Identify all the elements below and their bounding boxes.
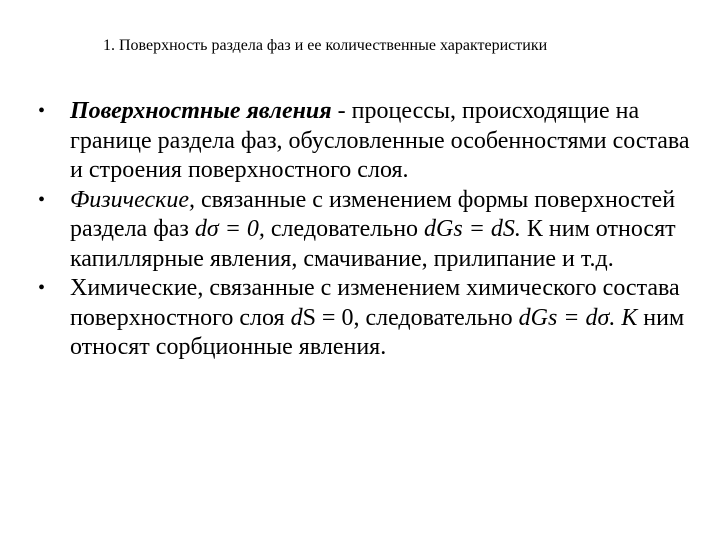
formula-d: d xyxy=(290,304,303,331)
term-surface-phenomena: Поверхностные явления xyxy=(70,98,332,124)
bullet-marker: • xyxy=(38,277,46,299)
bullet-marker: • xyxy=(38,100,46,122)
formula-s-zero: S = 0, xyxy=(302,304,360,331)
bullet-chemical xyxy=(38,274,708,363)
bullet-list xyxy=(38,97,708,363)
chemical-text-3: ним относят сорбционные явления. xyxy=(70,304,685,360)
bullet-marker: • xyxy=(38,188,46,211)
bullet-physical xyxy=(38,186,708,275)
formula-dsigma-zero: dσ = 0, xyxy=(194,216,265,242)
chemical-text-2: следовательно xyxy=(359,304,519,331)
chemical-text-1: Химические, связанные с изменением химического состава поверхностного слоя xyxy=(70,275,680,331)
physical-text-1: связанные с изменением формы поверхностей раздела фаз xyxy=(70,186,676,242)
term-physical: Физические, xyxy=(70,186,195,213)
formula-dgs-ds: dGs = dS. xyxy=(424,216,521,242)
formula-dgs-dsigma: dGs = dσ. К xyxy=(518,304,638,331)
physical-text-2: следовательно xyxy=(264,216,425,242)
definition-text: - процессы, происходящие на границе раздела фаз, обусловленные особенностями состава и строения поверхностного слоя. xyxy=(70,98,690,183)
bullet-surface-phenomena xyxy=(38,97,708,186)
physical-text-3: К ним относят капиллярные явления, смачивание, прилипание и т.д. xyxy=(70,216,676,272)
slide-title: 1. Поверхность раздела фаз и ее количественные характеристики xyxy=(103,37,548,54)
